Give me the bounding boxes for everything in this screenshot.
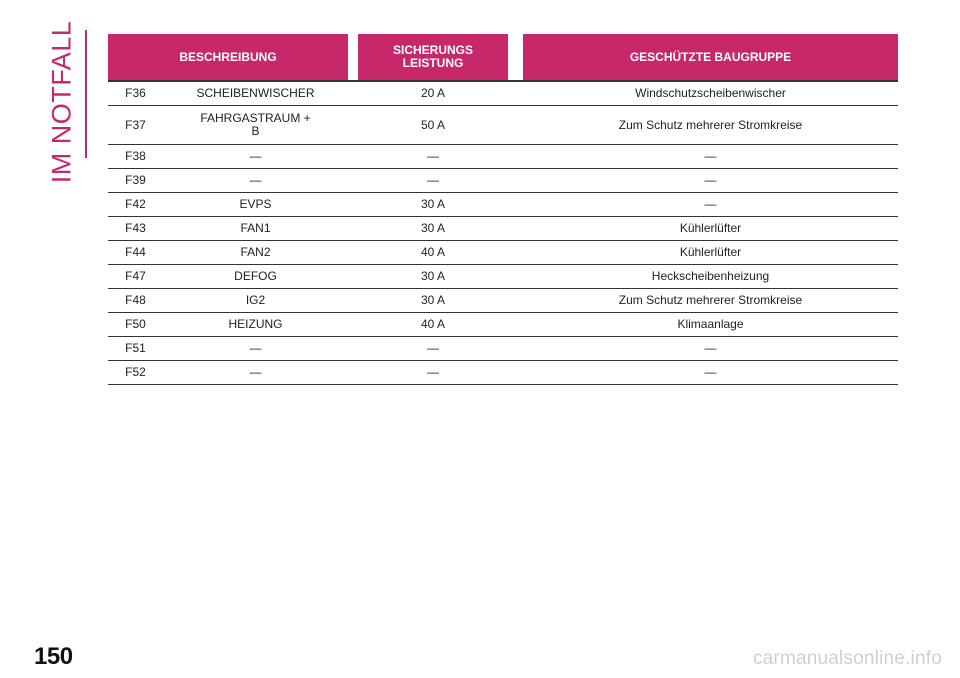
cell-gap [508, 313, 523, 337]
cell-protected: Klimaanlage [523, 313, 898, 337]
table-row [108, 337, 898, 361]
table-row [108, 169, 898, 193]
cell-fuse: F47 [108, 265, 163, 289]
section-title-text: IM NOTFALL [46, 20, 77, 184]
cell-protected: — [523, 361, 898, 385]
cell-fuse: F39 [108, 169, 163, 193]
cell-gap [348, 289, 358, 313]
cell-gap [508, 337, 523, 361]
cell-gap [508, 145, 523, 169]
cell-rating: — [358, 145, 508, 169]
cell-gap [348, 337, 358, 361]
cell-protected: — [523, 337, 898, 361]
cell-protected: — [523, 193, 898, 217]
cell-gap [348, 169, 358, 193]
cell-gap [348, 241, 358, 265]
cell-description: FAN2 [163, 241, 348, 265]
cell-protected: Heckscheibenheizung [523, 265, 898, 289]
cell-fuse: F37 [108, 106, 163, 145]
cell-rating: 40 A [358, 313, 508, 337]
cell-rating: 20 A [358, 82, 508, 106]
cell-fuse: F38 [108, 145, 163, 169]
cell-gap [348, 265, 358, 289]
table-header-row [108, 34, 898, 82]
cell-description: — [163, 361, 348, 385]
header-protected: GESCHÜTZTE BAUGRUPPE [523, 34, 898, 82]
page-number: 150 [34, 643, 73, 670]
cell-protected: Kühlerlüfter [523, 217, 898, 241]
header-rating: SICHERUNGS LEISTUNG [358, 34, 508, 82]
cell-fuse: F36 [108, 82, 163, 106]
cell-gap [508, 241, 523, 265]
cell-gap [508, 106, 523, 145]
cell-protected: Windschutzscheibenwischer [523, 82, 898, 106]
cell-rating: 50 A [358, 106, 508, 145]
cell-rating: 30 A [358, 217, 508, 241]
section-title [42, 20, 82, 184]
header-gap [348, 34, 358, 82]
cell-gap [348, 361, 358, 385]
cell-protected: Zum Schutz mehrerer Stromkreise [523, 106, 898, 145]
cell-protected: Kühlerlüfter [523, 241, 898, 265]
cell-rating: 40 A [358, 241, 508, 265]
cell-protected: — [523, 169, 898, 193]
cell-gap [508, 361, 523, 385]
cell-description: FAN1 [163, 217, 348, 241]
cell-fuse: F43 [108, 217, 163, 241]
cell-gap [508, 289, 523, 313]
cell-gap [348, 217, 358, 241]
cell-fuse: F44 [108, 241, 163, 265]
cell-rating: — [358, 337, 508, 361]
cell-rating: 30 A [358, 265, 508, 289]
cell-gap [348, 82, 358, 106]
table-row [108, 313, 898, 337]
cell-description: HEIZUNG [163, 313, 348, 337]
cell-description: IG2 [163, 289, 348, 313]
fuse-table [108, 34, 898, 385]
cell-rating: 30 A [358, 193, 508, 217]
cell-description: — [163, 169, 348, 193]
cell-gap [508, 193, 523, 217]
cell-fuse: F48 [108, 289, 163, 313]
cell-description: SCHEIBENWISCHER [163, 82, 348, 106]
table-row [108, 241, 898, 265]
section-title-rule [85, 30, 87, 158]
cell-gap [348, 106, 358, 145]
table-row [108, 193, 898, 217]
cell-rating: 30 A [358, 289, 508, 313]
cell-description: EVPS [163, 193, 348, 217]
cell-description: — [163, 337, 348, 361]
table-body [108, 82, 898, 385]
cell-description: DEFOG [163, 265, 348, 289]
table-row [108, 361, 898, 385]
header-gap [508, 34, 523, 82]
table-row [108, 289, 898, 313]
table-row [108, 217, 898, 241]
cell-protected: — [523, 145, 898, 169]
watermark: carmanualsonline.info [752, 648, 942, 669]
table-row [108, 106, 898, 145]
cell-gap [508, 265, 523, 289]
table-row [108, 145, 898, 169]
cell-gap [508, 217, 523, 241]
cell-fuse: F52 [108, 361, 163, 385]
cell-rating: — [358, 169, 508, 193]
cell-description: FAHRGASTRAUM + B [163, 106, 348, 145]
cell-gap [508, 82, 523, 106]
cell-gap [348, 193, 358, 217]
header-description: BESCHREIBUNG [108, 34, 348, 82]
cell-gap [508, 169, 523, 193]
cell-fuse: F51 [108, 337, 163, 361]
cell-description: — [163, 145, 348, 169]
table-row [108, 82, 898, 106]
cell-fuse: F42 [108, 193, 163, 217]
cell-protected: Zum Schutz mehrerer Stromkreise [523, 289, 898, 313]
cell-gap [348, 145, 358, 169]
cell-gap [348, 313, 358, 337]
cell-rating: — [358, 361, 508, 385]
cell-fuse: F50 [108, 313, 163, 337]
table-row [108, 265, 898, 289]
